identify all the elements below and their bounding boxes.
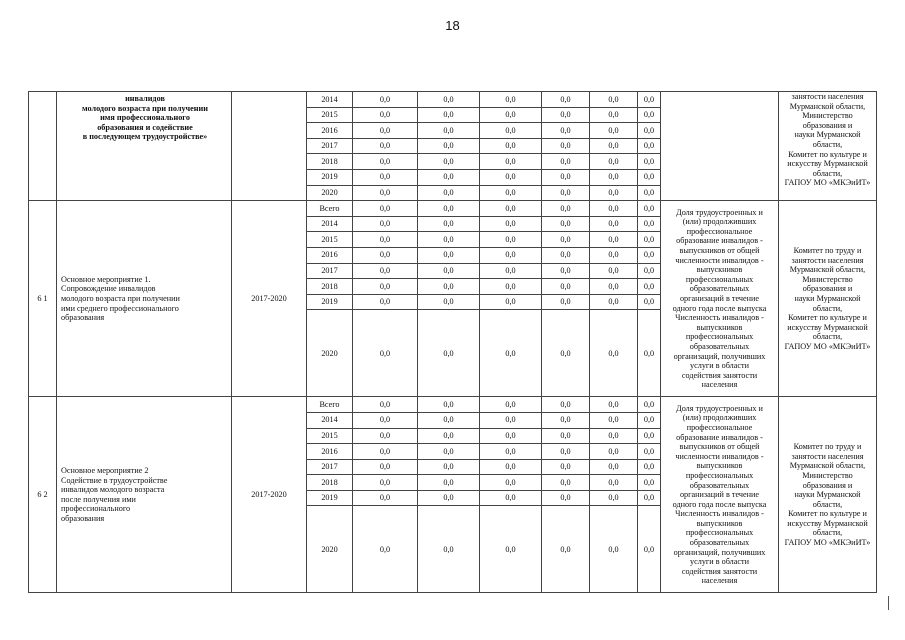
text-line: образовательных — [689, 538, 750, 548]
year-cell: 2015 — [307, 232, 353, 248]
value-cell: 0,0 — [418, 247, 480, 263]
value-cell: 0,0 — [353, 185, 418, 201]
table-row — [29, 397, 877, 413]
text-line: науки Мурманской области, — [794, 130, 861, 149]
text-line: содействия занятости — [681, 370, 758, 380]
text-line: образовательных — [689, 341, 750, 351]
year-cell: 2019 — [307, 169, 353, 185]
text-line: населения — [701, 576, 738, 586]
value-cell: 0,0 — [480, 232, 542, 248]
text-line: Содействие в трудоустройстве — [61, 475, 168, 485]
text-line: организаций в течение — [679, 293, 760, 303]
value-cell: 0,0 — [638, 185, 661, 201]
text-line: одного года после выпуска — [672, 499, 767, 509]
value-cell: 0,0 — [638, 279, 661, 295]
year-cell: 2016 — [307, 444, 353, 460]
text-line: Численность инвалидов - — [675, 509, 764, 519]
value-cell: 0,0 — [542, 428, 590, 444]
text-line: профессиональных — [685, 470, 754, 480]
value-cell: 0,0 — [590, 92, 638, 108]
table-row — [29, 201, 877, 217]
value-cell: 0,0 — [590, 294, 638, 310]
year-cell: 2020 — [307, 310, 353, 397]
text-line: образование инвалидов - — [676, 236, 763, 246]
value-cell: 0,0 — [590, 506, 638, 593]
text-line: профессиональное — [686, 422, 753, 432]
year-cell: 2015 — [307, 428, 353, 444]
year-cell: 2015 — [307, 107, 353, 123]
value-cell: 0,0 — [542, 310, 590, 397]
year-cell: Всего — [307, 397, 353, 413]
text-line: занятости населения — [791, 255, 864, 265]
executor-cell — [779, 397, 877, 593]
text-line: искусству Мурманской — [787, 322, 868, 332]
value-cell: 0,0 — [418, 169, 480, 185]
text-line: услуги в области — [690, 361, 749, 371]
value-cell: 0,0 — [638, 490, 661, 506]
text-line: Мурманской области, — [789, 265, 866, 275]
value-cell: 0,0 — [353, 475, 418, 491]
row-number-cell: 6 2 — [29, 397, 57, 593]
indicator-cell — [661, 92, 779, 201]
period-cell — [232, 92, 307, 201]
value-cell: 0,0 — [542, 138, 590, 154]
value-cell: 0,0 — [480, 490, 542, 506]
value-cell: 0,0 — [418, 444, 480, 460]
value-cell: 0,0 — [480, 459, 542, 475]
text-line: имя профессионального — [100, 113, 190, 123]
year-cell: Всего — [307, 201, 353, 217]
year-cell: 2017 — [307, 263, 353, 279]
table-row — [29, 92, 877, 108]
text-line: инвалидов — [125, 94, 165, 103]
value-cell: 0,0 — [638, 459, 661, 475]
value-cell: 0,0 — [590, 201, 638, 217]
value-cell: 0,0 — [590, 397, 638, 413]
text-line: организаций в течение — [679, 490, 760, 500]
value-cell: 0,0 — [542, 279, 590, 295]
text-line: организаций, получивших — [673, 351, 766, 361]
year-cell: 2014 — [307, 412, 353, 428]
value-cell: 0,0 — [638, 123, 661, 139]
value-cell: 0,0 — [590, 310, 638, 397]
text-line: выпускников — [696, 518, 743, 528]
value-cell: 0,0 — [480, 201, 542, 217]
year-cell: 2014 — [307, 216, 353, 232]
text-line: выпускников — [696, 322, 743, 332]
activity-name-cell — [57, 201, 232, 397]
value-cell: 0,0 — [590, 475, 638, 491]
value-cell: 0,0 — [353, 216, 418, 232]
value-cell: 0,0 — [353, 506, 418, 593]
text-line: Министерство образования и — [802, 274, 853, 294]
text-line: образовательных — [689, 480, 750, 490]
text-line: занятости населения — [791, 451, 864, 461]
year-cell: 2014 — [307, 92, 353, 108]
value-cell: 0,0 — [480, 310, 542, 397]
value-cell: 0,0 — [638, 232, 661, 248]
value-cell: 0,0 — [542, 397, 590, 413]
year-cell: 2017 — [307, 138, 353, 154]
value-cell: 0,0 — [542, 475, 590, 491]
text-line: Мурманской области, — [789, 461, 866, 471]
value-cell: 0,0 — [638, 169, 661, 185]
text-line: Доля трудоустроенных и — [676, 207, 763, 217]
value-cell: 0,0 — [418, 185, 480, 201]
value-cell: 0,0 — [480, 92, 542, 108]
value-cell: 0,0 — [590, 169, 638, 185]
text-line: услуги в области — [690, 557, 749, 567]
value-cell: 0,0 — [418, 506, 480, 593]
text-line: молодого возраста при получении — [82, 103, 208, 113]
value-cell: 0,0 — [418, 92, 480, 108]
year-cell: 2018 — [307, 154, 353, 170]
value-cell: 0,0 — [418, 459, 480, 475]
text-line: в последующем трудоустройстве» — [82, 132, 208, 142]
value-cell: 0,0 — [638, 263, 661, 279]
value-cell: 0,0 — [590, 232, 638, 248]
text-line: (или) продолживших — [682, 217, 757, 227]
value-cell: 0,0 — [542, 107, 590, 123]
value-cell: 0,0 — [353, 428, 418, 444]
text-line: образования — [61, 514, 105, 524]
value-cell: 0,0 — [590, 263, 638, 279]
text-line: Комитет по труду и — [793, 442, 862, 452]
value-cell: 0,0 — [480, 138, 542, 154]
text-line: Основное мероприятие 2 — [61, 466, 149, 476]
text-line: организаций, получивших — [673, 547, 766, 557]
value-cell: 0,0 — [542, 490, 590, 506]
value-cell: 0,0 — [638, 107, 661, 123]
text-line: области, — [812, 332, 843, 342]
value-cell: 0,0 — [353, 201, 418, 217]
text-line: искусству Мурманской — [787, 159, 868, 169]
value-cell: 0,0 — [418, 279, 480, 295]
text-line: выпускников — [696, 265, 743, 275]
row-number-cell: 6 1 — [29, 201, 57, 397]
value-cell: 0,0 — [542, 412, 590, 428]
value-cell: 0,0 — [353, 169, 418, 185]
year-cell: 2016 — [307, 123, 353, 139]
text-line: Комитет по культуре и — [788, 149, 867, 159]
year-cell: 2016 — [307, 247, 353, 263]
value-cell: 0,0 — [353, 154, 418, 170]
row-number-cell — [29, 92, 57, 201]
text-line: одного года после выпуска — [672, 303, 767, 313]
text-line: Сопровождение инвалидов — [61, 284, 156, 294]
value-cell: 0,0 — [590, 444, 638, 460]
value-cell: 0,0 — [480, 506, 542, 593]
activity-name-cell — [57, 397, 232, 593]
value-cell: 0,0 — [418, 232, 480, 248]
value-cell: 0,0 — [480, 169, 542, 185]
value-cell: 0,0 — [542, 201, 590, 217]
value-cell: 0,0 — [418, 475, 480, 491]
text-line: численности инвалидов - — [675, 451, 764, 461]
value-cell: 0,0 — [353, 263, 418, 279]
period-cell: 2017-2020 — [232, 201, 307, 397]
text-line: образовательных — [689, 284, 750, 294]
value-cell: 0,0 — [590, 138, 638, 154]
value-cell: 0,0 — [542, 185, 590, 201]
value-cell: 0,0 — [353, 310, 418, 397]
text-line: Основное мероприятие 1. — [61, 274, 151, 284]
value-cell: 0,0 — [480, 475, 542, 491]
value-cell: 0,0 — [542, 169, 590, 185]
value-cell: 0,0 — [418, 123, 480, 139]
value-cell: 0,0 — [418, 138, 480, 154]
value-cell: 0,0 — [542, 247, 590, 263]
text-line: ГАПОУ МО «МКЭиИТ» — [784, 178, 871, 188]
value-cell: 0,0 — [542, 444, 590, 460]
text-line: выпускников — [696, 461, 743, 471]
text-line: Мурманской области, — [789, 101, 866, 111]
value-cell: 0,0 — [353, 444, 418, 460]
year-cell: 2018 — [307, 279, 353, 295]
value-cell: 0,0 — [638, 506, 661, 593]
year-cell: 2019 — [307, 294, 353, 310]
value-cell: 0,0 — [418, 397, 480, 413]
text-line: образования — [61, 313, 105, 323]
year-cell: 2019 — [307, 490, 353, 506]
margin-mark — [888, 596, 889, 610]
value-cell: 0,0 — [638, 216, 661, 232]
value-cell: 0,0 — [353, 92, 418, 108]
text-line: после получения ими — [61, 494, 136, 504]
value-cell: 0,0 — [590, 123, 638, 139]
text-line: науки Мурманской области, — [794, 490, 861, 509]
year-cell: 2017 — [307, 459, 353, 475]
value-cell: 0,0 — [542, 506, 590, 593]
indicator-cell — [661, 201, 779, 397]
value-cell: 0,0 — [542, 92, 590, 108]
value-cell: 0,0 — [590, 185, 638, 201]
value-cell: 0,0 — [480, 154, 542, 170]
text-line: населения — [701, 380, 738, 390]
value-cell: 0,0 — [353, 294, 418, 310]
value-cell: 0,0 — [638, 397, 661, 413]
value-cell: 0,0 — [353, 490, 418, 506]
text-line: образование инвалидов - — [676, 432, 763, 442]
value-cell: 0,0 — [638, 444, 661, 460]
text-line: образования и содействие — [97, 122, 193, 132]
value-cell: 0,0 — [638, 412, 661, 428]
value-cell: 0,0 — [353, 107, 418, 123]
text-line: науки Мурманской области, — [794, 293, 861, 313]
value-cell: 0,0 — [542, 232, 590, 248]
value-cell: 0,0 — [480, 107, 542, 123]
text-line: молодого возраста при получении — [61, 293, 180, 303]
program-activities-table — [28, 91, 877, 593]
value-cell: 0,0 — [590, 428, 638, 444]
text-line: профессиональных — [685, 274, 754, 284]
text-line: Доля трудоустроенных и — [676, 403, 763, 413]
year-cell: 2020 — [307, 185, 353, 201]
value-cell: 0,0 — [638, 138, 661, 154]
value-cell: 0,0 — [638, 310, 661, 397]
activity-name-cell — [57, 92, 232, 201]
value-cell: 0,0 — [638, 428, 661, 444]
value-cell: 0,0 — [590, 247, 638, 263]
value-cell: 0,0 — [542, 459, 590, 475]
value-cell: 0,0 — [480, 428, 542, 444]
value-cell: 0,0 — [480, 185, 542, 201]
value-cell: 0,0 — [480, 279, 542, 295]
value-cell: 0,0 — [480, 216, 542, 232]
value-cell: 0,0 — [480, 263, 542, 279]
value-cell: 0,0 — [638, 475, 661, 491]
text-line: области, — [812, 528, 843, 538]
value-cell: 0,0 — [418, 263, 480, 279]
value-cell: 0,0 — [418, 201, 480, 217]
year-cell: 2020 — [307, 506, 353, 593]
value-cell: 0,0 — [542, 123, 590, 139]
value-cell: 0,0 — [590, 412, 638, 428]
value-cell: 0,0 — [353, 123, 418, 139]
value-cell: 0,0 — [480, 444, 542, 460]
text-line: области, — [812, 168, 843, 178]
text-line: содействия занятости — [681, 566, 758, 576]
text-line: выпускников от общей — [679, 442, 760, 452]
value-cell: 0,0 — [542, 294, 590, 310]
value-cell: 0,0 — [590, 154, 638, 170]
value-cell: 0,0 — [590, 216, 638, 232]
text-line: (или) продолживших — [682, 413, 757, 423]
value-cell: 0,0 — [590, 107, 638, 123]
text-line: Численность инвалидов - — [675, 313, 764, 323]
executor-cell — [779, 92, 877, 201]
text-line: ГАПОУ МО «МКЭиИТ» — [784, 341, 871, 351]
text-line: занятости населения — [791, 92, 864, 101]
text-line: инвалидов молодого возраста — [61, 485, 165, 495]
value-cell: 0,0 — [418, 428, 480, 444]
text-line: профессиональных — [685, 528, 754, 538]
value-cell: 0,0 — [353, 412, 418, 428]
text-line: Комитет по культуре и — [788, 509, 867, 519]
executor-cell — [779, 201, 877, 397]
value-cell: 0,0 — [353, 279, 418, 295]
value-cell: 0,0 — [480, 294, 542, 310]
value-cell: 0,0 — [542, 154, 590, 170]
text-line: профессиональное — [686, 226, 753, 236]
value-cell: 0,0 — [638, 247, 661, 263]
value-cell: 0,0 — [638, 154, 661, 170]
text-line: выпускников от общей — [679, 245, 760, 255]
text-line: ими среднего профессионального — [61, 303, 179, 313]
value-cell: 0,0 — [353, 232, 418, 248]
value-cell: 0,0 — [638, 201, 661, 217]
text-line: Комитет по культуре и — [788, 313, 867, 323]
value-cell: 0,0 — [638, 92, 661, 108]
value-cell: 0,0 — [418, 294, 480, 310]
value-cell: 0,0 — [353, 247, 418, 263]
value-cell: 0,0 — [590, 490, 638, 506]
value-cell: 0,0 — [418, 154, 480, 170]
text-line: профессиональных — [685, 332, 754, 342]
text-line: Комитет по труду и — [793, 245, 862, 255]
value-cell: 0,0 — [418, 310, 480, 397]
value-cell: 0,0 — [480, 123, 542, 139]
value-cell: 0,0 — [353, 459, 418, 475]
value-cell: 0,0 — [542, 263, 590, 279]
year-cell: 2018 — [307, 475, 353, 491]
value-cell: 0,0 — [480, 412, 542, 428]
value-cell: 0,0 — [638, 294, 661, 310]
value-cell: 0,0 — [418, 216, 480, 232]
value-cell: 0,0 — [418, 412, 480, 428]
value-cell: 0,0 — [418, 490, 480, 506]
value-cell: 0,0 — [480, 247, 542, 263]
indicator-cell — [661, 397, 779, 593]
period-cell: 2017-2020 — [232, 397, 307, 593]
value-cell: 0,0 — [590, 279, 638, 295]
text-line: ГАПОУ МО «МКЭиИТ» — [784, 538, 871, 548]
value-cell: 0,0 — [353, 138, 418, 154]
value-cell: 0,0 — [353, 397, 418, 413]
text-line: Министерство образования и — [802, 111, 853, 130]
text-line: Министерство образования и — [802, 470, 853, 490]
page-number: 18 — [445, 18, 460, 33]
value-cell: 0,0 — [480, 397, 542, 413]
text-line: искусству Мурманской — [787, 518, 868, 528]
text-line: профессионального — [61, 504, 131, 514]
value-cell: 0,0 — [418, 107, 480, 123]
value-cell: 0,0 — [542, 216, 590, 232]
text-line: численности инвалидов - — [675, 255, 764, 265]
value-cell: 0,0 — [590, 459, 638, 475]
